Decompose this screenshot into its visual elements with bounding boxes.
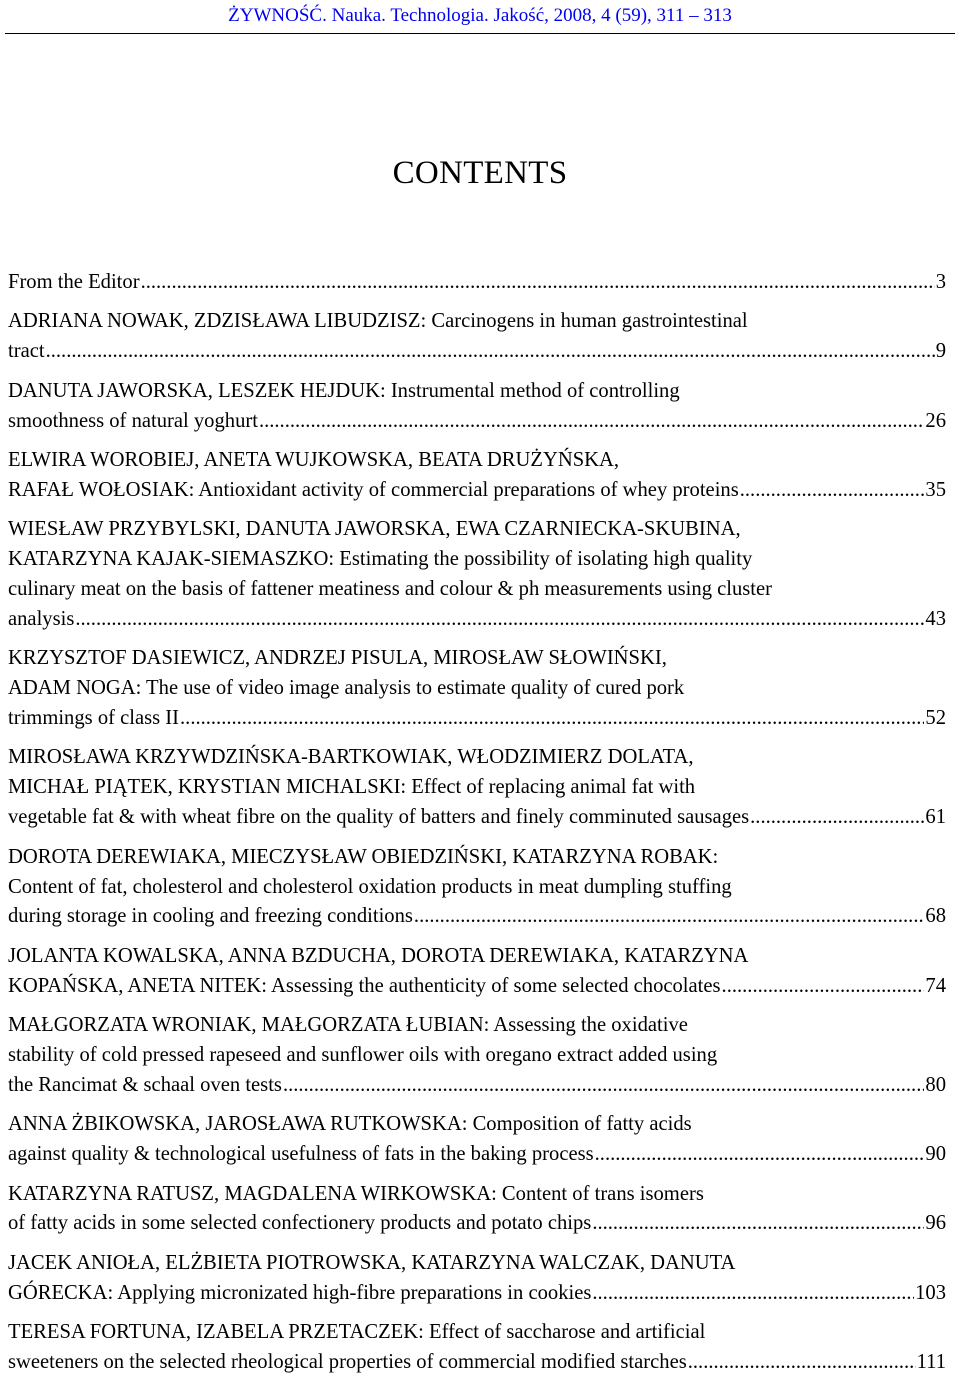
toc-entry-line: MIROSŁAWA KRZYWDZIŃSKA-BARTKOWIAK, WŁODZIMIERZ DOLATA,	[8, 746, 694, 769]
page-number: 111	[916, 1351, 946, 1373]
toc-entry-last-line	[8, 972, 946, 1002]
toc-entry-line: JOLANTA KOWALSKA, ANNA BZDUCHA, DOROTA DEREWIAKA, KATARZYNA	[8, 944, 749, 967]
page-number: 96	[925, 1212, 946, 1235]
toc-entry[interactable]	[8, 1180, 946, 1240]
toc-entry-line: DOROTA DEREWIAKA, MIECZYSŁAW OBIEDZIŃSKI, KATARZYNA ROBAK:	[8, 845, 719, 868]
page-number: 52	[925, 707, 946, 730]
dot-leader	[740, 476, 925, 506]
page-number: 74	[925, 974, 946, 997]
toc-entry[interactable]	[8, 644, 946, 734]
page-number: 80	[925, 1073, 946, 1096]
toc-entry-last-line	[8, 1071, 946, 1101]
page-number: 68	[925, 905, 946, 928]
dot-leader	[592, 1209, 924, 1239]
toc-entry-title: From the Editor	[8, 271, 140, 293]
header-rule	[5, 33, 955, 34]
page-title: CONTENTS	[392, 155, 568, 191]
dot-leader	[283, 1071, 924, 1101]
toc-entry-line: ELWIRA WOROBIEJ, ANETA WUJKOWSKA, BEATA DRUŻYŃSKA,	[8, 448, 620, 471]
toc-entry[interactable]	[8, 1249, 946, 1309]
toc-entry-line: WIESŁAW PRZYBYLSKI, DANUTA JAWORSKA, EWA CZARNIECKA-SKUBINA,	[8, 518, 741, 541]
toc-entry-line: Content of fat, cholesterol and cholesterol oxidation products in meat dumpling stuffing	[8, 875, 732, 898]
dot-leader	[592, 1279, 914, 1309]
toc-entry-title: of fatty acids in some selected confectionery products and potato chips	[8, 1212, 592, 1235]
toc-entry-last-line	[8, 1140, 946, 1170]
page-number: 61	[925, 806, 946, 829]
dot-leader	[595, 1140, 925, 1170]
toc-entry-title: KOPAŃSKA, ANETA NITEK: Assessing the authenticity of some selected chocolates	[8, 974, 721, 997]
page-number: 26	[925, 409, 946, 432]
toc-entry[interactable]	[8, 1110, 946, 1170]
toc-entry-title: against quality & technological usefulness of fats in the baking process	[8, 1143, 594, 1166]
toc-entry-line: ADAM NOGA: The use of video image analysis to estimate quality of cured pork	[8, 677, 685, 700]
running-head: ŻYWNOŚĆ. Nauka. Technologia. Jakość, 2008, 4 (59), 311 – 313	[228, 5, 732, 26]
toc-entry-title: analysis	[8, 607, 75, 630]
toc-entry-line: KATARZYNA RATUSZ, MAGDALENA WIRKOWSKA: Content of trans isomers	[8, 1182, 704, 1205]
toc-entry-last-line	[8, 1348, 946, 1378]
toc-entry-title: RAFAŁ WOŁOSIAK: Antioxidant activity of commercial preparations of whey proteins	[8, 478, 739, 501]
dot-leader	[722, 972, 925, 1002]
toc-entry-last-line	[8, 268, 946, 298]
toc-entry[interactable]	[8, 307, 946, 367]
dot-leader	[180, 704, 924, 734]
toc-entry-title: vegetable fat & with wheat fibre on the quality of batters and finely comminuted sausages	[8, 806, 750, 829]
toc-entry-title: smoothness of natural yoghurt	[8, 409, 258, 432]
toc-entry-line: MAŁGORZATA WRONIAK, MAŁGORZATA ŁUBIAN: Assessing the oxidative	[8, 1014, 688, 1037]
toc-entry-title: tract	[8, 340, 45, 363]
table-of-contents	[8, 268, 946, 1378]
toc-entry-last-line	[8, 803, 946, 833]
toc-entry[interactable]	[8, 268, 946, 298]
toc-entry-line: ANNA ŻBIKOWSKA, JAROSŁAWA RUTKOWSKA: Composition of fatty acids	[8, 1113, 692, 1136]
toc-entry-last-line	[8, 605, 946, 635]
toc-entry[interactable]	[8, 377, 946, 437]
toc-entry[interactable]	[8, 1318, 946, 1378]
dot-leader	[141, 268, 935, 298]
dot-leader	[75, 605, 924, 635]
toc-entry[interactable]	[8, 843, 946, 933]
page-number: 9	[935, 340, 946, 363]
toc-entry-title: during storage in cooling and freezing conditions	[8, 905, 413, 928]
dot-leader	[414, 902, 924, 932]
toc-entry-title: trimmings of class II	[8, 707, 180, 730]
toc-entry-line: ADRIANA NOWAK, ZDZISŁAWA LIBUDZISZ: Carcinogens in human gastrointestinal	[8, 310, 748, 333]
toc-entry-line: KRZYSZTOF DASIEWICZ, ANDRZEJ PISULA, MIROSŁAW SŁOWIŃSKI,	[8, 647, 667, 670]
toc-entry-line: MICHAŁ PIĄTEK, KRYSTIAN MICHALSKI: Effect of replacing animal fat with	[8, 776, 696, 799]
dot-leader	[750, 803, 924, 833]
toc-entry-line: culinary meat on the basis of fattener meatiness and colour & ph measurements using cluster	[8, 578, 773, 601]
toc-entry-last-line	[8, 902, 946, 932]
page-number: 90	[925, 1143, 946, 1166]
toc-entry-line: KATARZYNA KAJAK-SIEMASZKO: Estimating the possibility of isolating high quality	[8, 548, 753, 571]
page-number: 43	[925, 607, 946, 630]
dot-leader	[259, 407, 924, 437]
page-number: 103	[915, 1281, 946, 1304]
toc-entry[interactable]	[8, 1011, 946, 1101]
toc-entry-line: TERESA FORTUNA, IZABELA PRZETACZEK: Effect of saccharose and artificial	[8, 1321, 706, 1344]
toc-entry-last-line	[8, 1279, 946, 1309]
toc-entry-last-line	[8, 1209, 946, 1239]
toc-entry[interactable]	[8, 942, 946, 1002]
dot-leader	[688, 1348, 916, 1378]
toc-entry-last-line	[8, 337, 946, 367]
page-number: 35	[925, 478, 946, 501]
toc-entry[interactable]	[8, 515, 946, 635]
toc-entry-title: sweeteners on the selected rheological properties of commercial modified starches	[8, 1351, 687, 1373]
toc-entry-title: the Rancimat & schaal oven tests	[8, 1073, 282, 1096]
page-number: 3	[935, 271, 946, 293]
toc-entry-line: DANUTA JAWORSKA, LESZEK HEJDUK: Instrumental method of controlling	[8, 379, 680, 402]
toc-entry-line: JACEK ANIOŁA, ELŻBIETA PIOTROWSKA, KATARZYNA WALCZAK, DANUTA	[8, 1251, 736, 1274]
dot-leader	[46, 337, 935, 367]
toc-entry[interactable]	[8, 743, 946, 833]
toc-entry-last-line	[8, 476, 946, 506]
toc-entry-last-line	[8, 407, 946, 437]
toc-entry-title: GÓRECKA: Applying micronizated high-fibre preparations in cookies	[8, 1281, 592, 1304]
toc-entry-last-line	[8, 704, 946, 734]
toc-entry-line: stability of cold pressed rapeseed and sunflower oils with oregano extract added using	[8, 1043, 718, 1066]
toc-entry[interactable]	[8, 446, 946, 506]
